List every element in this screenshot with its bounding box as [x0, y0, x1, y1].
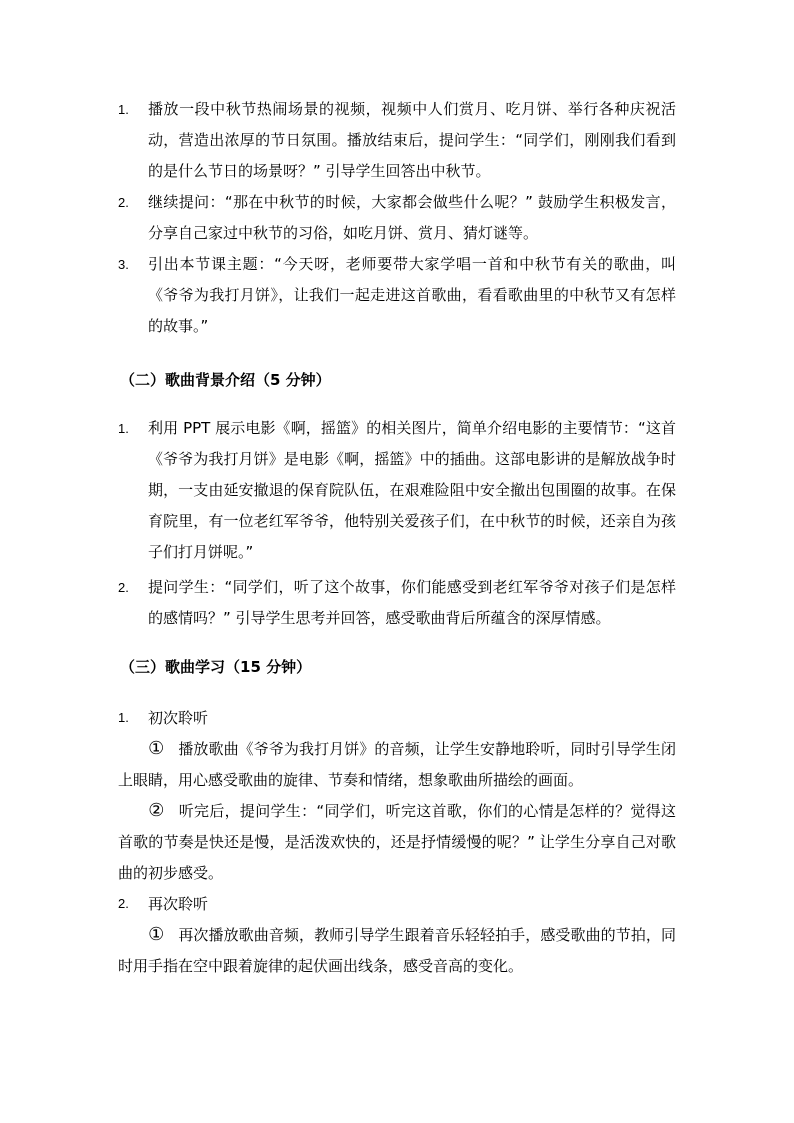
section-heading: （三）歌曲学习（15 分钟）	[120, 658, 312, 676]
list-text: 引出本节课主题：“今天呀，老师要带大家学唱一首和中秋节有关的歌曲，叫《爷爷为我打月饼》，让我们一起走进这首歌曲，看看歌曲里的中秋节又有怎样的故事。”	[148, 255, 676, 335]
paragraph	[118, 733, 676, 796]
list-number: 3.	[118, 257, 129, 272]
list-number: 1.	[118, 102, 129, 117]
list-text: 播放一段中秋节热闹场景的视频，视频中人们赏月、吃月饼、举行各种庆祝活动，营造出浓厚的节日氛围。播放结束后，提问学生：“同学们，刚刚我们看到的是什么节日的场景呀？” 引导学生回答出中秋节。	[148, 100, 676, 180]
paragraph	[118, 795, 676, 889]
list-number: 2.	[118, 195, 129, 210]
list-text: 继续提问：“那在中秋节的时候，大家都会做些什么呢？” 鼓励学生积极发言，分享自己家过中秋节的习俗，如吃月饼、赏月、猜灯谜等。	[148, 193, 676, 242]
list-number: 1.	[118, 421, 129, 436]
circled-number: ①	[148, 924, 165, 945]
paragraph-text: 听完后，提问学生：“同学们，听完这首歌，你们的心情是怎样的？觉得这首歌的节奏是快还是慢，是活泼欢快的，还是抒情缓慢的呢？” 让学生分享自己对歌曲的初步感受。	[118, 802, 676, 882]
paragraph-text: 播放歌曲《爷爷为我打月饼》的音频，让学生安静地聆听，同时引导学生闭上眼睛，用心感受歌曲的旋律、节奏和情绪，想象歌曲所描绘的画面。	[118, 740, 676, 789]
list-text: 利用 PPT 展示电影《啊，摇篮》的相关图片，简单介绍电影的主要情节：“这首《爷爷为我打月饼》是电影《啊，摇篮》中的插曲。这部电影讲的是解放战争时期，一支由延安撤退的保育院队伍，在艰难险阻中安全撤出包围圈的故事。在保育院里，有一位老红军爷爷，他特别关爱孩子们，在中秋节的时候，还亲自为孩子们打月饼呢。”	[148, 419, 676, 561]
sub-number: 2.	[118, 896, 129, 911]
list-number: 2.	[118, 580, 129, 595]
sub-number: 1.	[118, 710, 129, 725]
circled-number: ②	[148, 800, 165, 821]
list-text: 提问学生：“同学们，听了这个故事，你们能感受到老红军爷爷对孩子们是怎样的感情吗？” 引导学生思考并回答，感受歌曲背后所蕴含的深厚情感。	[148, 578, 676, 627]
section-heading: （二）歌曲背景介绍（5 分钟）	[120, 371, 331, 389]
circled-number: ①	[148, 738, 165, 759]
paragraph	[118, 919, 676, 982]
sub-title: 再次聆听	[148, 895, 209, 913]
paragraph-text: 再次播放歌曲音频，教师引导学生跟着音乐轻轻拍手，感受歌曲的节拍，同时用手指在空中跟着旋律的起伏画出线条，感受音高的变化。	[118, 926, 676, 975]
sub-title: 初次聆听	[148, 709, 209, 727]
